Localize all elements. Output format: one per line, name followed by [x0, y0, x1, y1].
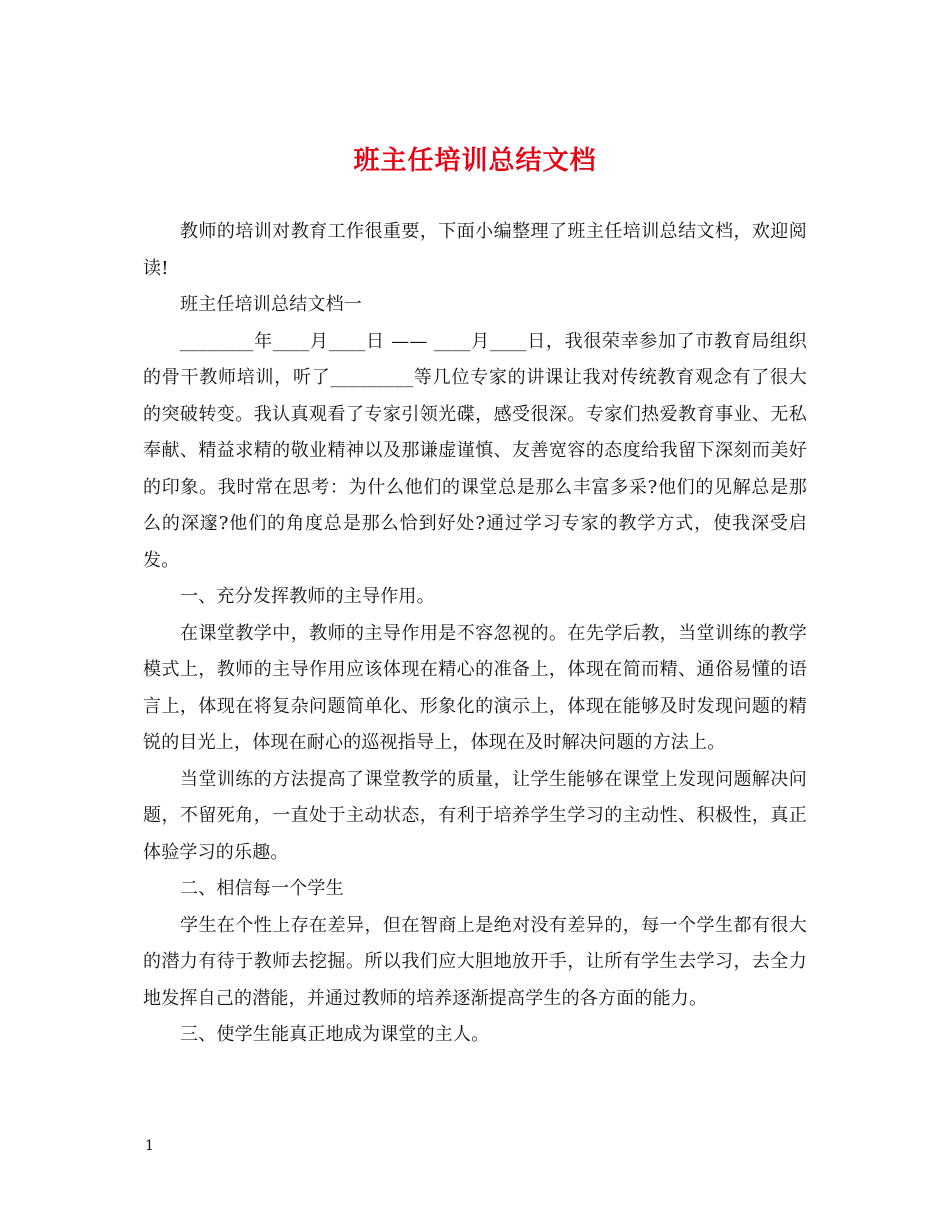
paragraph-trust-students: 学生在个性上存在差异，但在智商上是绝对没有差异的，每一个学生都有很大的潜力有待于教师去挖掘。所以我们应大胆地放开手，让所有学生去学习，去全力地发挥自己的潜能，并通过教师的培养逐渐提高学生的各方面的能力。 — [143, 914, 807, 1009]
page-number: 1 — [145, 1138, 154, 1154]
section-heading-2: 二、相信每一个学生 — [180, 878, 344, 899]
document-title: 班主任培训总结文档 — [353, 146, 597, 176]
paragraph-intro: 教师的培训对教育工作很重要，下面小编整理了班主任培训总结文档，欢迎阅读! — [143, 221, 807, 279]
document-body — [143, 214, 807, 1054]
paragraph-classroom-training: 当堂训练的方法提高了课堂教学的质量，让学生能够在课堂上发现问题解决问题，不留死角，一直处于主动状态，有利于培养学生学习的主动性、积极性，真正体验学习的乐趣。 — [143, 768, 807, 863]
paragraph-teacher-role: 在课堂教学中，教师的主导作用是不容忽视的。在先学后教，当堂训练的教学模式上，教师的主导作用应该体现在精心的准备上，体现在简而精、通俗易懂的语言上，体现在将复杂问题简单化、形象化的演示上，体现在能够及时发现问题的精锐的目光上，体现在耐心的巡视指导上，体现在及时解决问题的方法上。 — [143, 622, 807, 753]
paragraph-subtitle: 班主任培训总结文档一 — [180, 294, 362, 315]
section-heading-1: 一、充分发挥教师的主导作用。 — [180, 586, 435, 607]
section-heading-3: 三、使学生能真正地成为课堂的主人。 — [180, 1024, 490, 1045]
paragraph-training-experience: ________年____月____日 —— ____月____日，我很荣幸参加了市教育局组织的骨干教师培训，听了_________等几位专家的讲课让我对传统教育观念有了很大的突破转变。我认真观看了专家引领光碟，感受很深。专家们热爱教育事业、无私奉献、精益求精的敬业精神以及那谦虚谨慎、友善宽容的态度给我留下深刻而美好的印象。我时常在思考：为什么他们的课堂总是那么丰富多采?他们的见解总是那么的深邃?他们的角度总是那么恰到好处?通过学习专家的教学方式，使我深受启发。 — [143, 330, 807, 571]
